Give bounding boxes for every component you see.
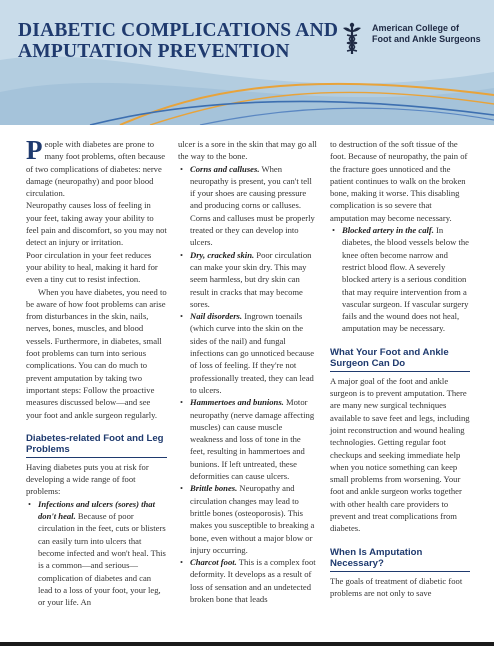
list-item-text: This is a complex foot deformity. It develops as a result of loss of sensation and an undetected broken bone that leads xyxy=(190,557,316,604)
list-item: • Hammertoes and bunions. Motor neuropathy (nerve damage affecting muscles) can cause muscle weakness and loss of tone in the feet, resulting in hammertoes and bunions. If left untreated, these deformities can cause ulcers. xyxy=(180,397,315,482)
risk-paragraph: Having diabetes puts you at risk for developing a wide range of foot problems: xyxy=(26,461,149,497)
list-item: • Blocked artery in the calf. In diabetes, the blood vessels below the knee often become narrow and restrict blood flow. A severely blocked artery is a serious condition that may require intervention from a vascular surgeon. If vascular surgery fails and the wound does not heal, amputation may be necessary. xyxy=(332,225,469,334)
page-title xyxy=(18,20,338,62)
title-line-2: AMPUTATION PREVENTION xyxy=(18,41,290,62)
org-line-1: American College of xyxy=(372,23,460,33)
title-line-1: DIABETIC COMPLICATIONS AND xyxy=(18,20,339,41)
neuropathy-paragraph: Neuropathy causes loss of feeling in your feet, taking away your ability to feel pain and discomfort, so you may not detect an injury or irritation. xyxy=(26,200,167,248)
list-item-text: In diabetes, the blood vessels below the knee often become narrow and restrict blood flow. A severely blocked artery is a serious condition that may require intervention from a vascular surgeon. If vascular surgery fails and the wound does not heal, amputation may be necessary. xyxy=(342,225,469,334)
circulation-paragraph: Poor circulation in your feet reduces your ability to heal, making it hard for even a tiny cut to resist infection. xyxy=(26,249,158,285)
amputation-paragraph: The goals of treatment of diabetic foot problems are not only to save xyxy=(330,575,463,598)
column-1 xyxy=(26,135,167,608)
list-item-title: Hammertoes and bunions. xyxy=(190,397,284,408)
org-line-2: Foot and Ankle Surgeons xyxy=(372,34,481,44)
list-item-text: Neuropathy and circulation changes may lead to brittle bones (osteoporosis). This makes you susceptible to breaking a bone, even without a major blow or injury occurring. xyxy=(190,483,315,555)
list-item-text: When neuropathy is present, you can't tell if your shoes are causing pressure and producing corns or calluses. Corns and calluses must be properly treated or they can develop into ulcers. xyxy=(190,163,315,248)
decorative-waves xyxy=(0,0,494,125)
list-item-text: Motor neuropathy (nerve damage affecting muscles) can cause muscle weakness and loss of tone in the feet, resulting in hammertoes and bunions. If left untreated, these deformities can cause ulcers. xyxy=(190,397,315,482)
list-item-title: Blocked artery in the calf. xyxy=(342,225,434,236)
problem-list-3 xyxy=(330,224,470,335)
list-item: • Brittle bones. Neuropathy and circulation changes may lead to brittle bones (osteoporosis). This makes you susceptible to breaking a bone, even without a major blow or injury occurring. xyxy=(180,483,315,555)
list-item: • Infections and ulcers (sores) that don't heal. Because of poor circulation in the feet, cuts or blisters can easily turn into ulcers that become infected and won't heal. This is a common—and serious—complication of diabetes and can lead to a loss of your foot, your leg, or your life. An xyxy=(28,498,166,608)
organization-name xyxy=(372,23,481,45)
caduceus-icon xyxy=(339,22,365,56)
intro-text: eople with diabetes are prone to many foot problems, often because of two complications of diabetes: nerve damage (neuropathy) and poor blood circulation. xyxy=(26,139,166,199)
header-banner xyxy=(0,0,494,125)
list-item-title: Dry, cracked skin. xyxy=(190,249,255,260)
list-item-title: Infections and ulcers (sores) that don't heal. xyxy=(38,498,155,522)
column-2 xyxy=(178,138,317,605)
list-item: • Charcot foot. This is a complex foot deformity. It develops as a result of loss of sensation and an undetected broken bone that leads xyxy=(180,557,316,604)
list-item-text: Because of poor circulation in the feet, cuts or blisters can easily turn into ulcers that become infected and won't heal. This is a common—and serious—complication of diabetes and can lead to a loss of your foot, your leg, or your life. An xyxy=(38,511,166,608)
surgeon-paragraph: A major goal of the foot and ankle surgeon is to prevent amputation. There are many new surgical techniques available to save feet and legs, including joint reconstruction and wound healing technologies. Getting regular foot checkups and seeking immediate help when you notice something can keep small problems from worsening. Your foot and ankle surgeon works together with other health care providers to prevent and treat complications from diabetes. xyxy=(330,375,470,534)
list-item-title: Brittle bones. xyxy=(190,483,238,494)
list-item-title: Charcot foot. xyxy=(190,557,237,568)
section-heading-surgeon: What Your Foot and Ankle Surgeon Can Do xyxy=(330,347,470,372)
list-item-text: Poor circulation can make your skin dry. This may seem harmless, but dry skin can result in cracks that may become sores. xyxy=(190,249,312,309)
continuation-text: ulcer is a sore in the skin that may go all the way to the bone. xyxy=(178,139,317,162)
section-heading-amputation: When Is Amputation Necessary? xyxy=(330,547,470,572)
list-item-title: Corns and calluses. xyxy=(190,163,260,174)
footer-rule xyxy=(0,642,494,646)
section-heading-foot-leg-problems: Diabetes-related Foot and Leg Problems xyxy=(26,433,167,458)
problem-list-2 xyxy=(178,163,317,606)
column-3 xyxy=(330,138,470,599)
drop-cap: P xyxy=(26,135,43,165)
continuation-text: to destruction of the soft tissue of the foot. Because of neuropathy, the pain of the fracture goes unnoticed and the patient continues to walk on the broken bone, making it worse. This disabling complication is so severe that amputation may become necessary. xyxy=(330,139,468,223)
list-item-text: Ingrown toenails (which curve into the skin on the sides of the nail) and fungal infections can go unnoticed because of loss of feeling. If they're not professionally treated, they can lead to ulcers. xyxy=(190,311,315,395)
list-item: • Dry, cracked skin. Poor circulation can make your skin dry. This may seem harmless, but dry skin can result in cracks that may become sores. xyxy=(180,249,312,309)
list-item-title: Nail disorders. xyxy=(190,311,243,322)
intro-paragraph xyxy=(26,135,167,199)
list-item: • Corns and calluses. When neuropathy is present, you can't tell if your shoes are causing pressure and producing corns or calluses. Corns and calluses must be properly treated or they can develop into ulcers. xyxy=(180,163,315,248)
list-item: • Nail disorders. Ingrown toenails (which curve into the skin on the sides of the nail) and fungal infections can go unnoticed because of loss of feeling. If they're not professionally treated, they can lead to ulcers. xyxy=(180,311,315,395)
problem-list-1 xyxy=(26,498,167,609)
awareness-paragraph: When you have diabetes, you need to be aware of how foot problems can arise from disturbances in the skin, nails, nerves, bones, muscles, and blood vessels. Furthermore, in diabetes, small foot problems can turn into serious complications. You can do much to prevent amputation by taking two important steps: Follow the proactive measures discussed below—and see your foot and ankle surgeon regularly. xyxy=(26,286,167,420)
